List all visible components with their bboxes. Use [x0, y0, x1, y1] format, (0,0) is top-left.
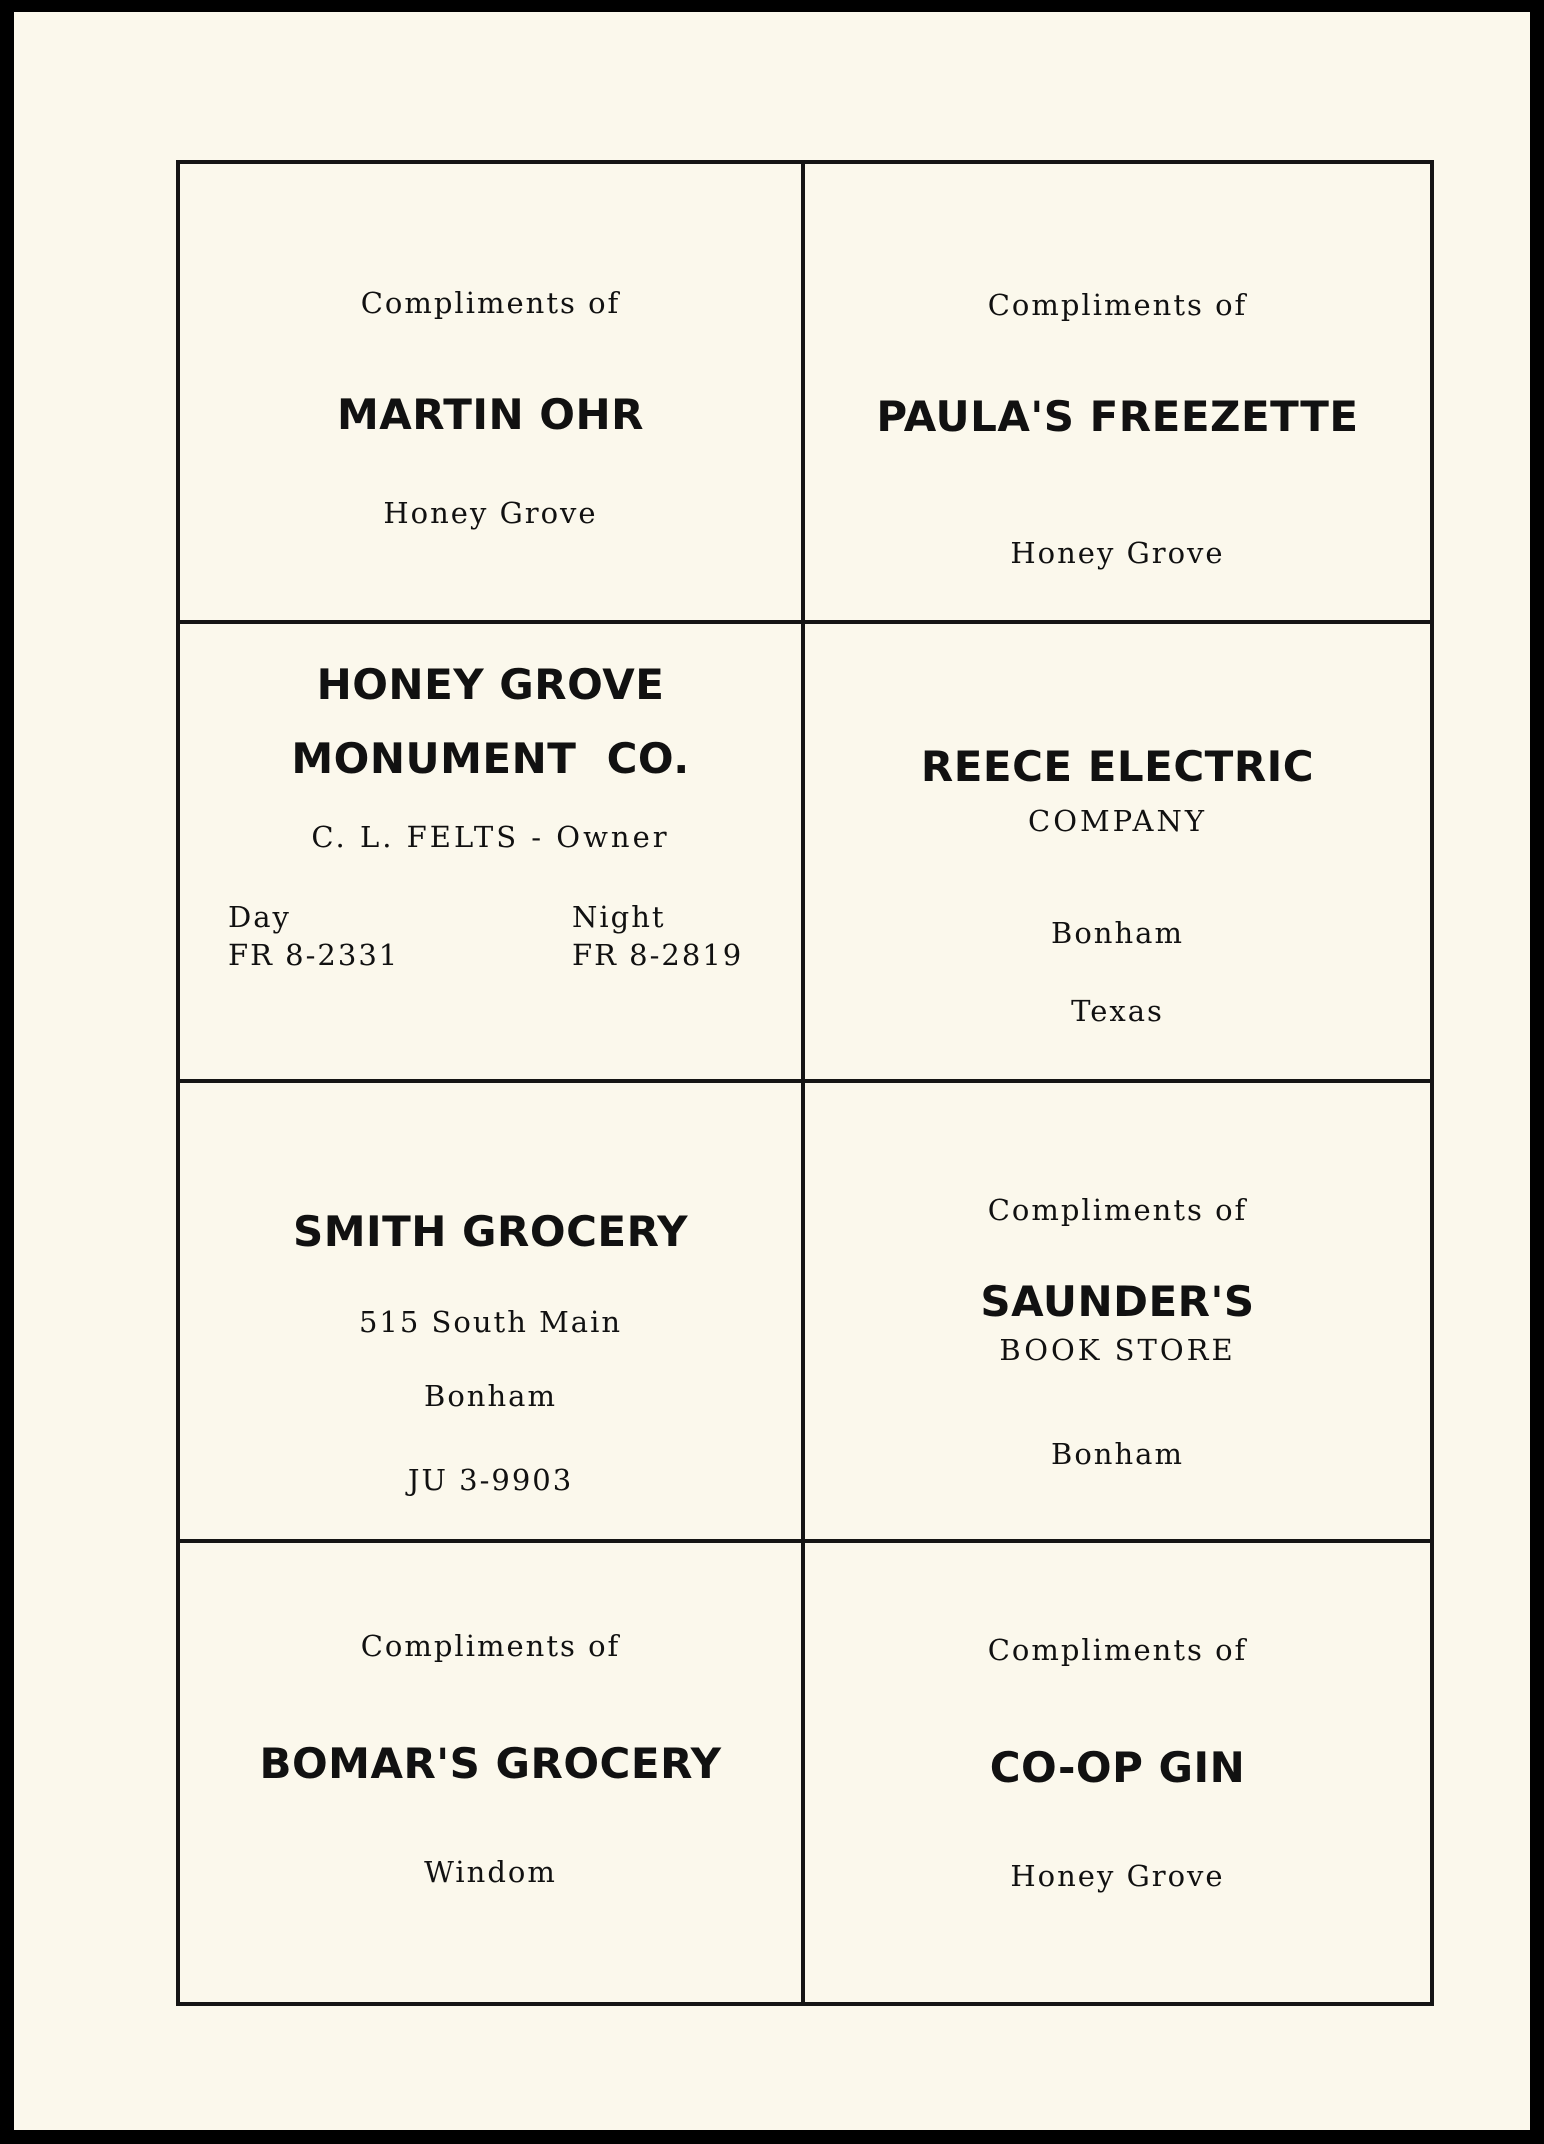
- compliments-text: Compliments of: [987, 288, 1248, 322]
- night-phone: FR 8-2819: [572, 937, 744, 972]
- city-text: Bonham: [424, 1379, 557, 1413]
- business-name: CO-OP GIN: [989, 1742, 1246, 1792]
- location-text: Windom: [424, 1854, 557, 1889]
- ad-smith-grocery: [180, 1083, 805, 1543]
- business-name: BOMAR'S GROCERY: [259, 1738, 722, 1788]
- address-text: 515 South Main: [358, 1305, 623, 1339]
- location-text: Honey Grove: [1010, 1858, 1225, 1893]
- compliments-text: Compliments of: [987, 1193, 1248, 1227]
- compliments-text: Compliments of: [360, 286, 621, 320]
- city-text: Bonham: [1051, 915, 1184, 950]
- phone-text: JU 3-9903: [407, 1463, 574, 1497]
- day-label: Day: [228, 899, 291, 934]
- compliments-text: Compliments of: [987, 1632, 1248, 1667]
- location-text: Honey Grove: [1010, 536, 1225, 570]
- city-text: Bonham: [1051, 1437, 1184, 1471]
- state-text: Texas: [1071, 993, 1164, 1028]
- owner-text: C. L. FELTS - Owner: [311, 819, 670, 854]
- business-name: MARTIN OHR: [337, 390, 644, 439]
- ad-saunders-book-store: [805, 1083, 1430, 1543]
- night-label: Night: [572, 899, 666, 934]
- ad-bomars-grocery: [180, 1543, 805, 2003]
- business-subtitle: COMPANY: [1028, 803, 1207, 838]
- business-name: REECE ELECTRIC: [920, 741, 1315, 791]
- ad-honey-grove-monument: [180, 624, 805, 1084]
- yearbook-page: [14, 12, 1530, 2130]
- compliments-text: Compliments of: [360, 1628, 621, 1663]
- ad-paulas-freezette: [805, 164, 1430, 624]
- business-name-line1: HONEY GROVE: [316, 659, 665, 709]
- ad-reece-electric: [805, 624, 1430, 1084]
- business-subtitle: BOOK STORE: [999, 1333, 1236, 1367]
- location-text: Honey Grove: [383, 496, 598, 530]
- day-phone: FR 8-2331: [228, 937, 400, 972]
- ad-co-op-gin: [805, 1543, 1430, 2003]
- business-name: SMITH GROCERY: [292, 1207, 689, 1256]
- business-name: PAULA'S FREEZETTE: [876, 392, 1359, 441]
- business-name-line2: MONUMENT CO.: [291, 733, 690, 783]
- ad-martin-ohr: [180, 164, 805, 624]
- ad-grid: [176, 160, 1434, 2006]
- business-name: SAUNDER'S: [980, 1277, 1255, 1326]
